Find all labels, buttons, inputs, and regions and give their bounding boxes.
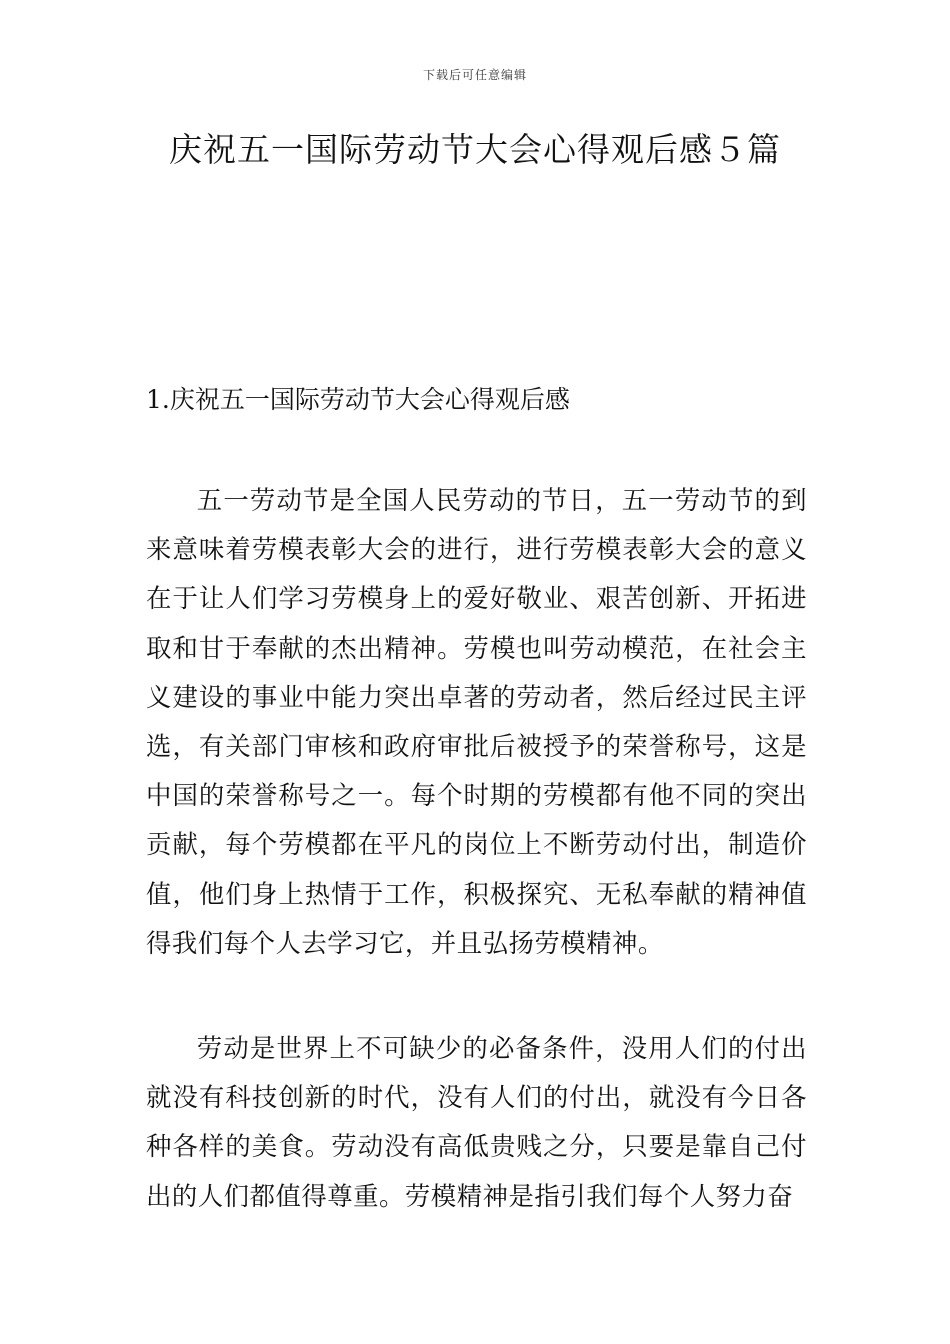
header-note: 下载后可任意编辑 <box>422 68 527 82</box>
section-heading: 1.庆祝五一国际劳动节大会心得观后感 <box>146 385 570 414</box>
body-paragraph: 五一劳动节是全国人民劳动的节日，五一劳动节的到来意味着劳模表彰大会的进行，进行劳模表彰大会的意义在于让人们学习劳模身上的爱好敬业、艰苦创新、开拓进取和甘于奉献的杰出精神。劳模也叫劳动模范，在社会主义建设的事业中能力突出卓著的劳动者，然后经过民主评选，有关部门审核和政府审批后被授予的荣誉称号，这是中国的荣誉称号之一。每个时期的劳模都有他不同的突出贡献，每个劳模都在平凡的岗位上不断劳动付出，制造价值，他们身上热情于工作，积极探究、无私奉献的精神值得我们每个人去学习它，并且弘扬劳模精神。 <box>146 485 807 958</box>
body-paragraph: 劳动是世界上不可缺少的必备条件，没用人们的付出就没有科技创新的时代，没有人们的付出，就没有今日各种各样的美食。劳动没有高低贵贱之分，只要是靠自己付出的人们都值得尊重。劳模精神是指引我们每个人努力奋 <box>146 1033 807 1211</box>
document-title: 庆祝五一国际劳动节大会心得观后感５篇 <box>169 130 781 169</box>
